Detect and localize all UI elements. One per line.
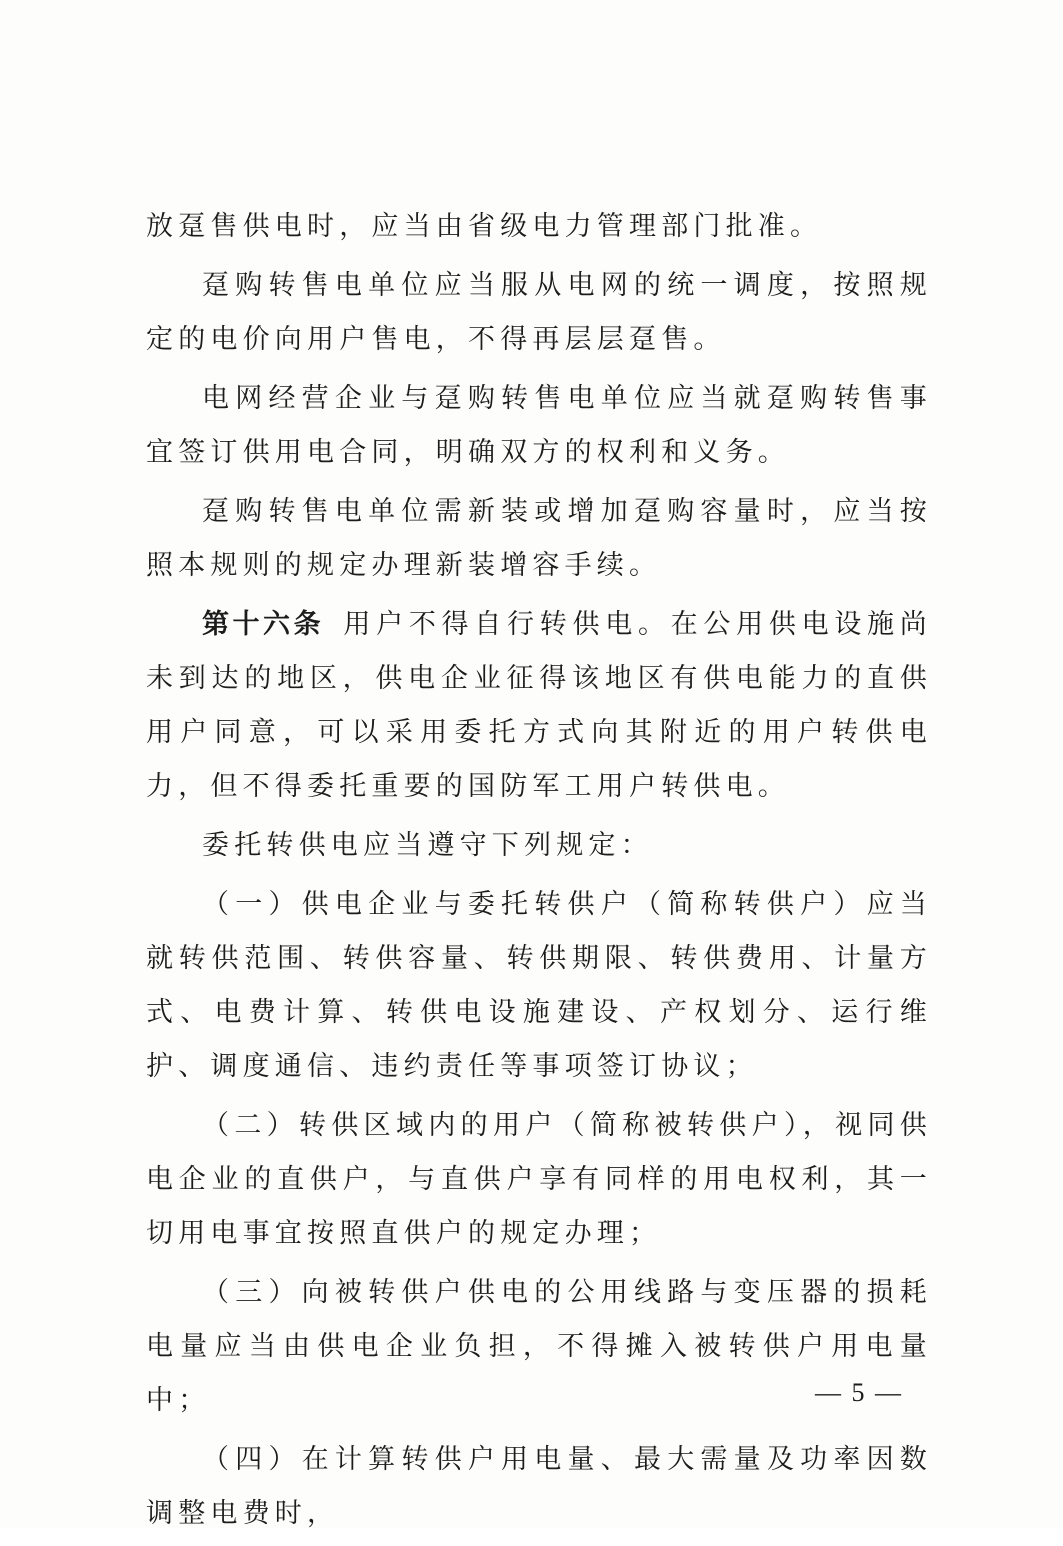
- paragraph-6: [146, 819, 932, 873]
- paragraph-text: （一）供电企业与委托转供户（简称转供户）应当就转供范围、转供容量、转供期限、转供费用、计量方式、电费计算、转供电设施建设、产权划分、运行维护、调度通信、违约责任等事项签订协议；: [146, 889, 932, 1082]
- page-number: — 5 —: [815, 1378, 903, 1407]
- list-item-4: [146, 1433, 932, 1541]
- paragraph-text: 电网经营企业与趸购转售电单位应当就趸购转售事宜签订供用电合同，明确双方的权利和义务。: [146, 383, 932, 468]
- list-item-1: [146, 878, 932, 1094]
- paragraph-text: 委托转供电应当遵守下列规定：: [202, 830, 653, 861]
- article-heading: 第十六条: [202, 609, 325, 640]
- paragraph-3: [146, 372, 932, 480]
- paragraph-text: 放趸售供电时，应当由省级电力管理部门批准。: [146, 211, 823, 242]
- list-item-2: [146, 1099, 932, 1261]
- paragraph-text: （三）向被转供户供电的公用线路与变压器的损耗电量应当由供电企业负担，不得摊入被转供户用电量中；: [146, 1277, 932, 1416]
- paragraph-text: 趸购转售电单位应当服从电网的统一调度，按照规定的电价向用户售电，不得再层层趸售。: [146, 270, 932, 355]
- paragraph-text: 用户不得自行转供电。在公用供电设施尚未到达的地区，供电企业征得该地区有供电能力的直供用户同意，可以采用委托方式向其附近的用户转供电力，但不得委托重要的国防军工用户转供电。: [146, 609, 932, 802]
- paragraph-text: （二）转供区域内的用户（简称被转供户），视同供电企业的直供户，与直供户享有同样的用电权利，其一切用电事宜按照直供户的规定办理；: [146, 1110, 932, 1249]
- paragraph-2: [146, 259, 932, 367]
- article-16-paragraph: [146, 598, 932, 814]
- paragraph-text: （四）在计算转供户用电量、最大需量及功率因数调整电费时，: [146, 1444, 932, 1529]
- paragraph-4: [146, 485, 932, 593]
- paragraph-text: 趸购转售电单位需新装或增加趸购容量时，应当按照本规则的规定办理新装增容手续。: [146, 496, 932, 581]
- paragraph-1: [146, 200, 932, 254]
- document-body: [146, 200, 932, 1546]
